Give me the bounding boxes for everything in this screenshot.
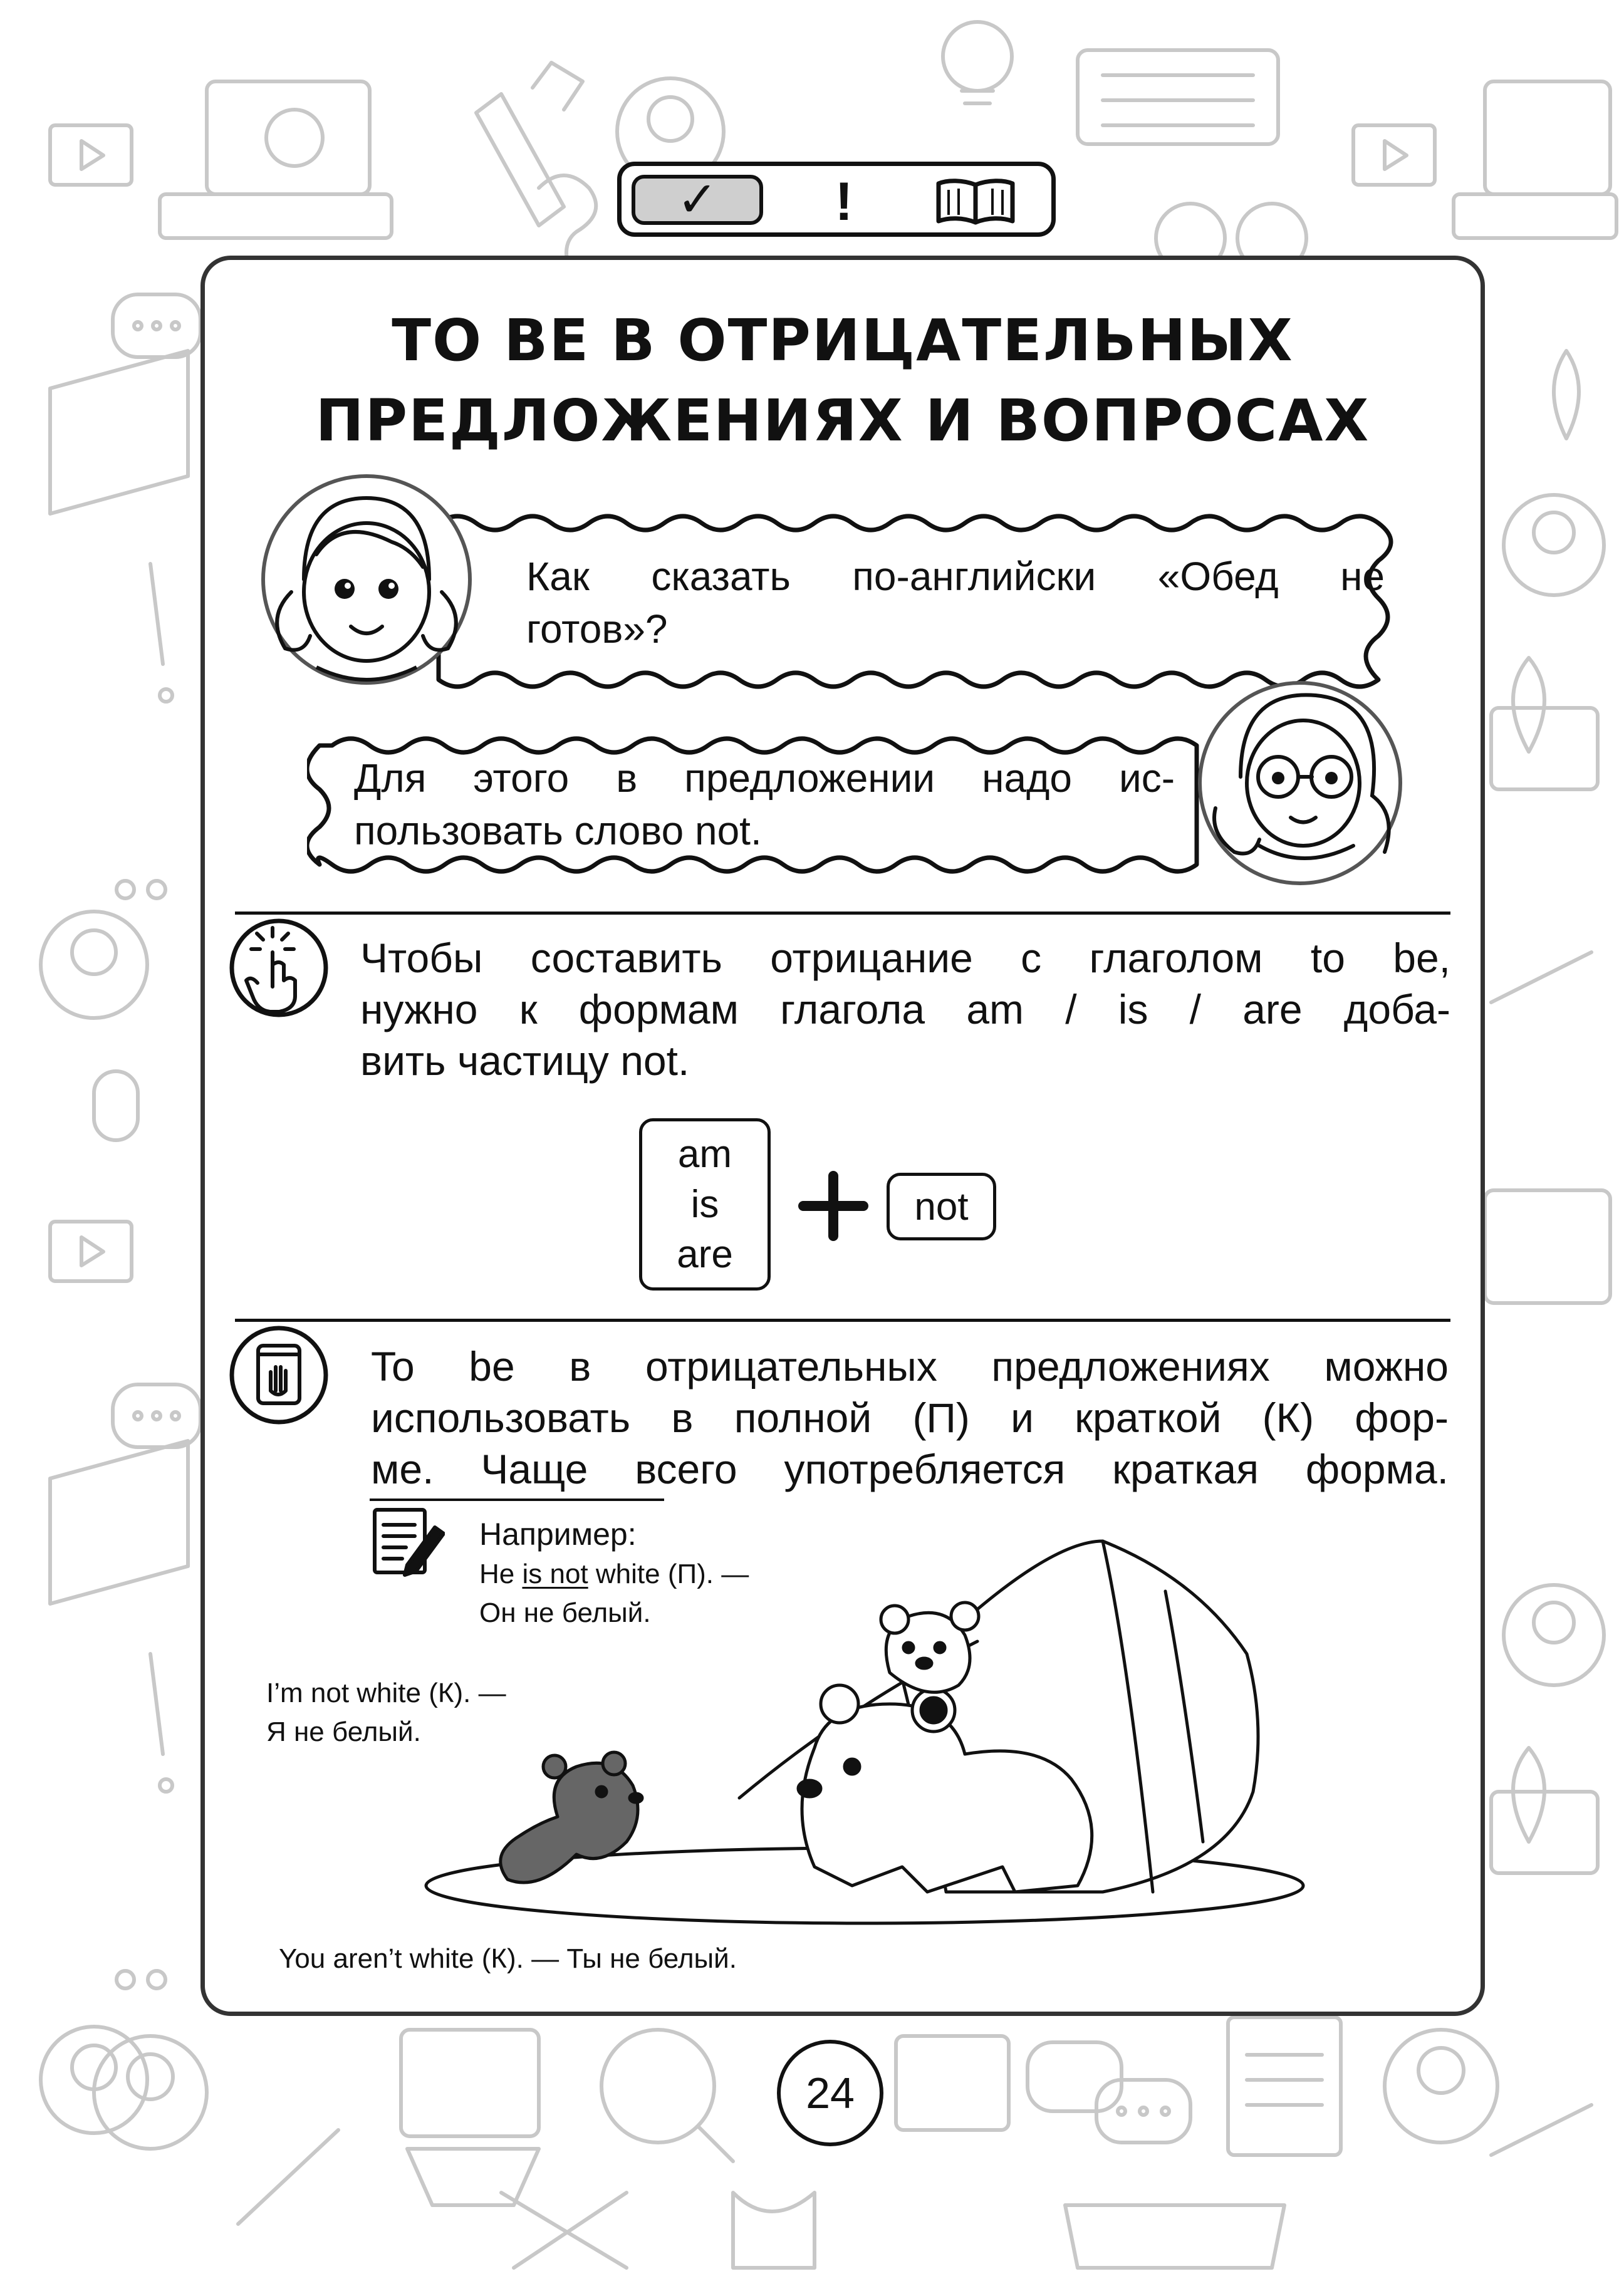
particle-not: not — [914, 1185, 969, 1229]
rule-1-line-2: нужно к формам глагола am / is / are доба- — [360, 986, 1450, 1032]
example-1-highlight: is not — [522, 1559, 588, 1589]
rule-2-line-3: ме. Чаще всего употребляется краткая форма. — [371, 1446, 1449, 1492]
girl-avatar — [247, 460, 486, 699]
example-heading: Например: — [479, 1517, 637, 1552]
example-2-line-2: Я не белый. — [266, 1717, 421, 1747]
stop-hand-book-icon — [226, 1322, 332, 1428]
tab-reading[interactable] — [935, 177, 1016, 230]
rule-1-line-3: вить частицу not. — [360, 1037, 690, 1084]
rule-1-line-1: Чтобы составить отрицание с глаголом to be, — [360, 935, 1450, 981]
form-am: am — [677, 1132, 732, 1176]
divider-rule-1 — [235, 912, 1450, 915]
girl-question — [526, 550, 1385, 655]
teacher-avatar — [1190, 658, 1429, 896]
tab-attention[interactable] — [828, 171, 860, 233]
rule-2-line-1: To be в отрицательных предложениях можно — [371, 1343, 1449, 1390]
plus-icon — [796, 1168, 871, 1244]
bears-illustration — [414, 1516, 1435, 1942]
page-title — [200, 301, 1485, 461]
rule-1-text — [360, 932, 1450, 1086]
book-icon — [935, 177, 1016, 227]
particle-not-box — [887, 1173, 996, 1240]
section-tab-bar — [617, 162, 1056, 237]
teacher-answer-line-1: Для этого в предложении надо ис- — [354, 756, 1175, 801]
tab-rule[interactable] — [632, 172, 763, 228]
example-3: You aren’t white (К). — Ты не белый. — [279, 1943, 737, 1974]
checkmark-icon: ✓ — [677, 172, 718, 228]
example-1-translation: Он не белый. — [479, 1597, 651, 1628]
rule-2-line-2: использовать в полной (П) и краткой (К) фор- — [371, 1395, 1449, 1441]
form-is: is — [690, 1182, 719, 1226]
example-2-line-1: I’m not white (К). — — [266, 1678, 506, 1708]
example-1-before: He — [479, 1559, 523, 1589]
exclamation-icon: ! — [835, 172, 853, 232]
example-1-after: white (П). — — [588, 1559, 749, 1589]
page-number — [777, 2040, 883, 2146]
page-number-value: 24 — [806, 2069, 855, 2117]
girl-question-line-1: Как сказать по-английски «Обед не — [526, 554, 1385, 599]
tap-hand-icon — [226, 915, 332, 1021]
form-are: are — [677, 1232, 733, 1276]
rule-2-text — [371, 1341, 1449, 1495]
example-rule — [370, 1499, 664, 1501]
girl-question-line-2: готов»? — [526, 606, 668, 652]
verb-forms-box — [639, 1118, 771, 1291]
divider-rule-2 — [235, 1319, 1450, 1322]
teacher-answer-line-2: пользовать слово not. — [354, 808, 762, 853]
title-line-2: ПРЕДЛОЖЕНИЯХ И ВОПРОСАХ — [315, 387, 1370, 454]
title-line-1: TO BE В ОТРИЦАТЕЛЬНЫХ — [392, 307, 1294, 374]
teacher-answer — [354, 752, 1175, 857]
